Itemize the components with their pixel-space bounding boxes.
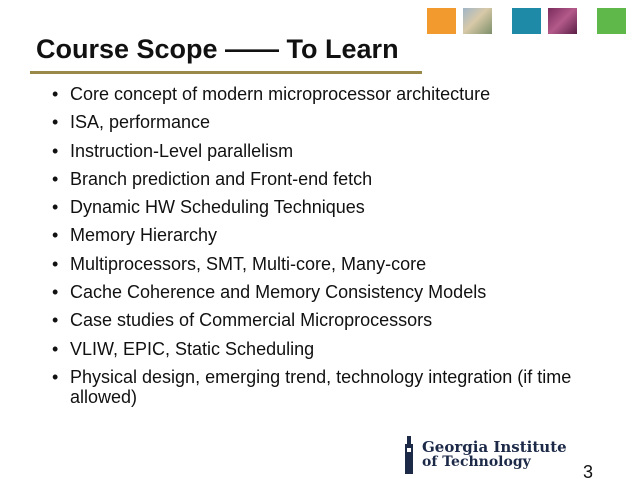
bullet-item: • Cache Coherence and Memory Consistency Models	[52, 282, 622, 302]
bullet-item: • Physical design, emerging trend, technology integration (if time allowed)	[52, 367, 622, 407]
logo-line1: Georgia Institute	[422, 438, 567, 456]
page-number: 3	[583, 462, 594, 479]
logo-line2: of Technology	[422, 454, 531, 470]
bullet-item: • Branch prediction and Front-end fetch	[52, 169, 622, 189]
tower-icon	[402, 436, 416, 474]
orange-tile	[427, 8, 456, 34]
bullet-item: • Case studies of Commercial Microprocessors	[52, 310, 622, 330]
title-underline	[30, 71, 422, 74]
bullet-item: • ISA, performance	[52, 112, 622, 132]
bullet-item: • Memory Hierarchy	[52, 225, 622, 245]
georgia-tech-logo	[400, 432, 567, 477]
bullet-item: • Multiprocessors, SMT, Multi-core, Many-core	[52, 254, 622, 274]
bullet-item: • VLIW, EPIC, Static Scheduling	[52, 339, 622, 359]
bullet-item: • Instruction-Level parallelism	[52, 141, 622, 161]
green-tile	[597, 8, 626, 34]
slide-title: Course Scope —— To Learn	[36, 34, 399, 64]
decorative-tiles	[427, 8, 626, 34]
bullet-list	[52, 84, 622, 415]
chip-photo-tile	[548, 8, 577, 34]
teal-tile	[512, 8, 541, 34]
bullet-item: • Dynamic HW Scheduling Techniques	[52, 197, 622, 217]
bullet-item: • Core concept of modern microprocessor architecture	[52, 84, 622, 104]
campus-photo-tile	[463, 8, 492, 34]
